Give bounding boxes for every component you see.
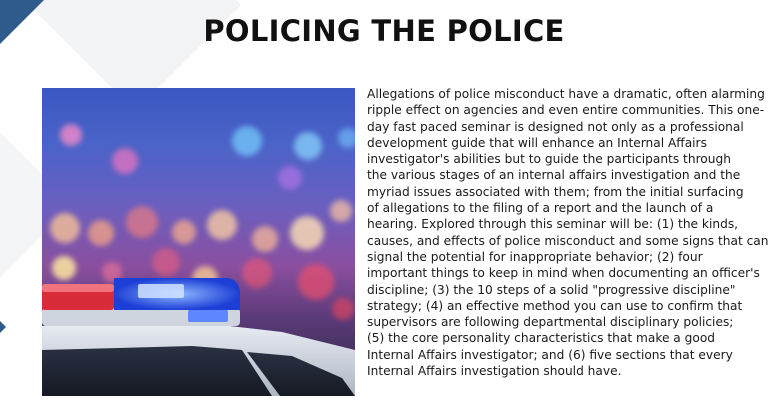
description-line: ripple effect on agencies and even entire communities. This one- [367,103,765,118]
description-line: important things to keep in mind when documenting an officer's [367,266,760,281]
description-line: discipline; (3) the 10 steps of a solid "progressive discipline" [367,282,736,297]
description-line: hearing. Explored through this seminar will be: (1) the kinds, [367,217,739,232]
description-line: causes, and effects of police misconduct and some signs that can [367,233,768,248]
description-line: of allegations to the filing of a report and the launch of a [367,201,714,216]
description-line: strategy; (4) an effective method you can use to confirm that [367,298,743,313]
seminar-description [367,86,768,379]
description-line: myriad issues associated with them; from the initial surfacing [367,184,744,199]
description-line: Allegations of police misconduct have a dramatic, often alarming [367,87,765,101]
police-car-photo [42,88,355,396]
police-car-illustration [42,88,355,396]
description-line: Internal Affairs investigator; and (6) five sections that every [367,347,733,362]
description-line: signal the potential for inappropriate behavior; (2) four [367,249,703,264]
description-line: supervisors are following departmental disciplinary policies; [367,315,734,330]
page-title: POLICING THE POLICE [203,14,565,48]
description-line: Internal Affairs investigation should have. [367,364,622,379]
description-line: the various stages of an internal affairs investigation and the [367,168,741,183]
description-line: investigator's abilities but to guide the participants through [367,152,731,167]
description-line: day fast paced seminar is designed not only as a professional [367,119,744,134]
description-line: development guide that will enhance an Internal Affairs [367,135,707,150]
description-line: (5) the core personality characteristics that make a good [367,331,716,346]
side-accent-arrow [0,321,6,333]
